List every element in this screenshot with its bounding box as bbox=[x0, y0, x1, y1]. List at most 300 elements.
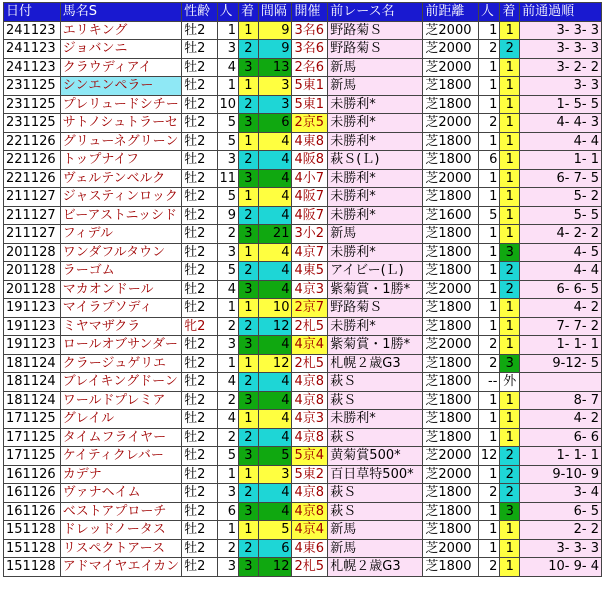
table-row[interactable] bbox=[4, 539, 602, 558]
prev-distance-cell: 芝2000 bbox=[423, 21, 478, 40]
prev-passing-cell: 4- 2- 2 bbox=[520, 225, 602, 244]
horse-name-link[interactable]: ビーアストニッシド bbox=[60, 206, 181, 225]
date-cell: 181124 bbox=[4, 373, 61, 392]
horse-name-link[interactable]: ヴァナヘイム bbox=[60, 484, 181, 503]
meeting-cell: 4東5 bbox=[292, 262, 328, 281]
meeting-cell: 4京8 bbox=[292, 391, 328, 410]
table-row[interactable] bbox=[4, 77, 602, 96]
interval-cell: 5 bbox=[258, 447, 292, 466]
table-row[interactable] bbox=[4, 58, 602, 77]
prev-race-cell: 未勝利* bbox=[328, 317, 423, 336]
horse-name-link[interactable]: タイムフライヤー bbox=[60, 428, 181, 447]
header-meeting: 開催 bbox=[292, 3, 328, 22]
prev-popularity-cell: 1 bbox=[478, 391, 500, 410]
meeting-cell: 2札5 bbox=[292, 317, 328, 336]
interval-cell: 4 bbox=[258, 262, 292, 281]
interval-cell: 12 bbox=[258, 558, 292, 577]
finish-cell: 1 bbox=[239, 299, 259, 318]
sex-age-cell: 牡2 bbox=[182, 243, 217, 262]
finish-cell: 2 bbox=[239, 262, 259, 281]
prev-popularity-cell: 2 bbox=[478, 114, 500, 133]
sex-age-cell: 牡2 bbox=[182, 262, 217, 281]
horse-name-link[interactable]: ワンダフルタウン bbox=[60, 243, 181, 262]
finish-cell: 3 bbox=[239, 391, 259, 410]
finish-cell: 1 bbox=[239, 354, 259, 373]
finish-cell: 3 bbox=[239, 336, 259, 355]
table-row[interactable] bbox=[4, 114, 602, 133]
table-row[interactable] bbox=[4, 21, 602, 40]
horse-name-link[interactable]: リスペクトアース bbox=[60, 539, 181, 558]
prev-passing-cell: 2- 2 bbox=[520, 521, 602, 540]
popularity-cell: 5 bbox=[217, 132, 239, 151]
prev-race-cell: 野路菊Ｓ bbox=[328, 299, 423, 318]
horse-name-link[interactable]: グレイル bbox=[60, 410, 181, 429]
prev-finish-cell: 3 bbox=[500, 354, 520, 373]
prev-popularity-cell: 1 bbox=[478, 225, 500, 244]
popularity-cell: 10 bbox=[217, 95, 239, 114]
prev-race-cell: 黄菊賞500* bbox=[328, 447, 423, 466]
prev-distance-cell: 芝2000 bbox=[423, 336, 478, 355]
finish-cell: 1 bbox=[239, 410, 259, 429]
horse-name-link[interactable]: ラーゴム bbox=[60, 262, 181, 281]
prev-popularity-cell: 1 bbox=[478, 317, 500, 336]
interval-cell: 3 bbox=[258, 95, 292, 114]
finish-cell: 2 bbox=[239, 373, 259, 392]
prev-distance-cell: 芝1800 bbox=[423, 77, 478, 96]
date-cell: 161126 bbox=[4, 484, 61, 503]
header-prev-passing: 前通過順 bbox=[520, 3, 602, 22]
horse-name-link[interactable]: クラージュゲリエ bbox=[60, 354, 181, 373]
meeting-cell: 4阪8 bbox=[292, 151, 328, 170]
sex-age-cell: 牡2 bbox=[182, 299, 217, 318]
interval-cell: 4 bbox=[258, 502, 292, 521]
prev-finish-cell: 1 bbox=[500, 410, 520, 429]
horse-name-link[interactable]: ケイティクレバー bbox=[60, 447, 181, 466]
prev-passing-cell: 3- 2- 2 bbox=[520, 58, 602, 77]
meeting-cell: 4京4 bbox=[292, 336, 328, 355]
horse-name-link[interactable]: フィデル bbox=[60, 225, 181, 244]
date-cell: 241123 bbox=[4, 58, 61, 77]
prev-race-cell: 新馬 bbox=[328, 225, 423, 244]
horse-name-link[interactable]: グリューネグリーン bbox=[60, 132, 181, 151]
date-cell: 151128 bbox=[4, 521, 61, 540]
horse-name-link[interactable]: クラウディアイ bbox=[60, 58, 181, 77]
table-row[interactable] bbox=[4, 280, 602, 299]
prev-finish-cell: 1 bbox=[500, 77, 520, 96]
sex-age-cell: 牡2 bbox=[182, 391, 217, 410]
prev-finish-cell: 1 bbox=[500, 521, 520, 540]
meeting-cell: 4京3 bbox=[292, 410, 328, 429]
popularity-cell: 1 bbox=[217, 21, 239, 40]
horse-name-link[interactable]: マイラプソディ bbox=[60, 299, 181, 318]
interval-cell: 4 bbox=[258, 188, 292, 207]
date-cell: 191123 bbox=[4, 299, 61, 318]
finish-cell: 3 bbox=[239, 447, 259, 466]
horse-name-link[interactable]: カデナ bbox=[60, 465, 181, 484]
date-cell: 231125 bbox=[4, 77, 61, 96]
prev-popularity-cell: 1 bbox=[478, 262, 500, 281]
prev-passing-cell: 4- 4 bbox=[520, 132, 602, 151]
prev-distance-cell: 芝1800 bbox=[423, 484, 478, 503]
horse-name-link[interactable]: ベストアプローチ bbox=[60, 502, 181, 521]
header-prev-finish: 着 bbox=[500, 3, 520, 22]
date-cell: 211127 bbox=[4, 225, 61, 244]
prev-popularity-cell: 12 bbox=[478, 447, 500, 466]
date-cell: 221126 bbox=[4, 132, 61, 151]
popularity-cell: 3 bbox=[217, 40, 239, 59]
prev-distance-cell: 芝2000 bbox=[423, 280, 478, 299]
finish-cell: 2 bbox=[239, 539, 259, 558]
meeting-cell: 3名6 bbox=[292, 21, 328, 40]
table-row[interactable] bbox=[4, 169, 602, 188]
table-row[interactable] bbox=[4, 410, 602, 429]
horse-name-link[interactable]: ドレッドノータス bbox=[60, 521, 181, 540]
table-row[interactable] bbox=[4, 225, 602, 244]
horse-name-link[interactable]: トップナイフ bbox=[60, 151, 181, 170]
popularity-cell: 3 bbox=[217, 243, 239, 262]
sex-age-cell: 牡2 bbox=[182, 373, 217, 392]
prev-finish-cell: 1 bbox=[500, 114, 520, 133]
finish-cell: 2 bbox=[239, 40, 259, 59]
date-cell: 221126 bbox=[4, 151, 61, 170]
interval-cell: 6 bbox=[258, 539, 292, 558]
popularity-cell: 11 bbox=[217, 169, 239, 188]
prev-popularity-cell: -- bbox=[478, 373, 500, 392]
prev-finish-cell: 1 bbox=[500, 299, 520, 318]
interval-cell: 4 bbox=[258, 280, 292, 299]
prev-race-cell: アイビー(Ｌ) bbox=[328, 262, 423, 281]
header-sex-age: 性齢 bbox=[182, 3, 217, 22]
horse-name-link[interactable]: ヴェルテンベルク bbox=[60, 169, 181, 188]
meeting-cell: 2名6 bbox=[292, 58, 328, 77]
prev-popularity-cell: 2 bbox=[478, 336, 500, 355]
meeting-cell: 5東2 bbox=[292, 465, 328, 484]
prev-race-cell: 新馬 bbox=[328, 521, 423, 540]
prev-race-cell: 未勝利* bbox=[328, 188, 423, 207]
interval-cell: 12 bbox=[258, 317, 292, 336]
prev-finish-cell: 外 bbox=[500, 373, 520, 392]
header-interval: 間隔 bbox=[258, 3, 292, 22]
meeting-cell: 4京3 bbox=[292, 280, 328, 299]
horse-name-link[interactable]: ミヤマザクラ bbox=[60, 317, 181, 336]
finish-cell: 1 bbox=[239, 77, 259, 96]
horse-name-link[interactable]: シンエンペラー bbox=[60, 77, 181, 96]
popularity-cell: 5 bbox=[217, 114, 239, 133]
prev-race-cell: 萩Ｓ bbox=[328, 373, 423, 392]
date-cell: 151128 bbox=[4, 558, 61, 577]
finish-cell: 1 bbox=[239, 188, 259, 207]
prev-popularity-cell: 1 bbox=[478, 502, 500, 521]
prev-race-cell: 萩Ｓ bbox=[328, 484, 423, 503]
popularity-cell: 1 bbox=[217, 521, 239, 540]
horse-name-link[interactable]: エリキング bbox=[60, 21, 181, 40]
popularity-cell: 3 bbox=[217, 558, 239, 577]
interval-cell: 10 bbox=[258, 299, 292, 318]
prev-passing-cell: 1- 1- 1 bbox=[520, 336, 602, 355]
prev-finish-cell: 2 bbox=[500, 40, 520, 59]
interval-cell: 4 bbox=[258, 373, 292, 392]
finish-cell: 2 bbox=[239, 206, 259, 225]
prev-race-cell: 未勝利* bbox=[328, 243, 423, 262]
prev-distance-cell: 芝1800 bbox=[423, 243, 478, 262]
prev-distance-cell: 芝2000 bbox=[423, 58, 478, 77]
header-date: 日付 bbox=[4, 3, 61, 22]
prev-distance-cell: 芝2000 bbox=[423, 447, 478, 466]
horse-name-link[interactable]: ブレイキングドーン bbox=[60, 373, 181, 392]
header-row bbox=[4, 3, 602, 22]
sex-age-cell: 牡2 bbox=[182, 225, 217, 244]
prev-popularity-cell: 1 bbox=[478, 188, 500, 207]
popularity-cell: 3 bbox=[217, 151, 239, 170]
table-row[interactable] bbox=[4, 40, 602, 59]
meeting-cell: 4京4 bbox=[292, 521, 328, 540]
prev-passing-cell: 4- 2 bbox=[520, 299, 602, 318]
prev-distance-cell: 芝1800 bbox=[423, 151, 478, 170]
meeting-cell: 4小7 bbox=[292, 169, 328, 188]
interval-cell: 4 bbox=[258, 243, 292, 262]
interval-cell: 3 bbox=[258, 465, 292, 484]
finish-cell: 3 bbox=[239, 58, 259, 77]
prev-distance-cell: 芝1800 bbox=[423, 354, 478, 373]
interval-cell: 4 bbox=[258, 169, 292, 188]
prev-finish-cell: 3 bbox=[500, 243, 520, 262]
prev-passing-cell: 6- 7- 5 bbox=[520, 169, 602, 188]
horse-name-link[interactable]: ジョバンニ bbox=[60, 40, 181, 59]
prev-distance-cell: 芝2000 bbox=[423, 169, 478, 188]
meeting-cell: 5東1 bbox=[292, 95, 328, 114]
date-cell: 151128 bbox=[4, 539, 61, 558]
table-row[interactable] bbox=[4, 354, 602, 373]
prev-finish-cell: 1 bbox=[500, 169, 520, 188]
prev-distance-cell: 芝1800 bbox=[423, 410, 478, 429]
interval-cell: 3 bbox=[258, 77, 292, 96]
table-row[interactable] bbox=[4, 299, 602, 318]
prev-race-cell: 札幌２歳G3 bbox=[328, 354, 423, 373]
prev-popularity-cell: 1 bbox=[478, 243, 500, 262]
interval-cell: 6 bbox=[258, 114, 292, 133]
prev-popularity-cell: 1 bbox=[478, 539, 500, 558]
table-row[interactable] bbox=[4, 188, 602, 207]
finish-cell: 3 bbox=[239, 502, 259, 521]
popularity-cell: 2 bbox=[217, 317, 239, 336]
popularity-cell: 4 bbox=[217, 58, 239, 77]
table-row[interactable] bbox=[4, 521, 602, 540]
prev-finish-cell: 1 bbox=[500, 21, 520, 40]
date-cell: 191123 bbox=[4, 317, 61, 336]
popularity-cell: 2 bbox=[217, 539, 239, 558]
popularity-cell: 5 bbox=[217, 262, 239, 281]
interval-cell: 4 bbox=[258, 484, 292, 503]
meeting-cell: 4京8 bbox=[292, 373, 328, 392]
horse-name-link[interactable]: プレリュードシチー bbox=[60, 95, 181, 114]
date-cell: 171125 bbox=[4, 428, 61, 447]
table-body bbox=[4, 21, 602, 576]
prev-finish-cell: 2 bbox=[500, 484, 520, 503]
prev-race-cell: 新馬 bbox=[328, 58, 423, 77]
date-cell: 171125 bbox=[4, 410, 61, 429]
prev-race-cell: 未勝利* bbox=[328, 169, 423, 188]
table-row[interactable] bbox=[4, 447, 602, 466]
popularity-cell: 1 bbox=[217, 299, 239, 318]
sex-age-cell: 牡2 bbox=[182, 169, 217, 188]
popularity-cell: 2 bbox=[217, 428, 239, 447]
table-row[interactable] bbox=[4, 206, 602, 225]
prev-distance-cell: 芝1800 bbox=[423, 428, 478, 447]
prev-popularity-cell: 1 bbox=[478, 410, 500, 429]
finish-cell: 3 bbox=[239, 558, 259, 577]
sex-age-cell: 牡2 bbox=[182, 428, 217, 447]
sex-age-cell: 牡2 bbox=[182, 206, 217, 225]
prev-passing-cell: 1- 1- 1 bbox=[520, 447, 602, 466]
prev-popularity-cell: 1 bbox=[478, 132, 500, 151]
prev-race-cell: 萩Ｓ bbox=[328, 391, 423, 410]
sex-age-cell: 牡2 bbox=[182, 40, 217, 59]
prev-distance-cell: 芝1800 bbox=[423, 132, 478, 151]
prev-distance-cell: 芝1800 bbox=[423, 391, 478, 410]
horse-name-link[interactable]: サトノシュトラーセ bbox=[60, 114, 181, 133]
prev-passing-cell: 1- 1 bbox=[520, 151, 602, 170]
prev-finish-cell: 1 bbox=[500, 391, 520, 410]
interval-cell: 9 bbox=[258, 40, 292, 59]
prev-finish-cell: 1 bbox=[500, 206, 520, 225]
meeting-cell: 4東8 bbox=[292, 132, 328, 151]
date-cell: 221126 bbox=[4, 169, 61, 188]
sex-age-cell: 牡2 bbox=[182, 280, 217, 299]
table-row[interactable] bbox=[4, 243, 602, 262]
prev-passing-cell bbox=[520, 373, 602, 392]
prev-distance-cell: 芝1800 bbox=[423, 188, 478, 207]
horse-name-link[interactable]: ワールドプレミア bbox=[60, 391, 181, 410]
sex-age-cell: 牡2 bbox=[182, 58, 217, 77]
date-cell: 181124 bbox=[4, 391, 61, 410]
prev-passing-cell: 4- 4 bbox=[520, 262, 602, 281]
sex-age-cell: 牝2 bbox=[182, 317, 217, 336]
horse-name-link[interactable]: ロールオブサンダー bbox=[60, 336, 181, 355]
sex-age-cell: 牡2 bbox=[182, 354, 217, 373]
prev-popularity-cell: 1 bbox=[478, 428, 500, 447]
sex-age-cell: 牡2 bbox=[182, 151, 217, 170]
sex-age-cell: 牡2 bbox=[182, 132, 217, 151]
interval-cell: 4 bbox=[258, 132, 292, 151]
finish-cell: 1 bbox=[239, 243, 259, 262]
prev-finish-cell: 1 bbox=[500, 558, 520, 577]
prev-finish-cell: 2 bbox=[500, 465, 520, 484]
table-row[interactable] bbox=[4, 428, 602, 447]
table-row[interactable] bbox=[4, 373, 602, 392]
date-cell: 191123 bbox=[4, 336, 61, 355]
meeting-cell: 5京4 bbox=[292, 447, 328, 466]
sex-age-cell: 牡2 bbox=[182, 521, 217, 540]
prev-race-cell: 百日草特500* bbox=[328, 465, 423, 484]
table-row[interactable] bbox=[4, 558, 602, 577]
meeting-cell: 4京8 bbox=[292, 502, 328, 521]
prev-finish-cell: 1 bbox=[500, 132, 520, 151]
meeting-cell: 4東6 bbox=[292, 539, 328, 558]
meeting-cell: 3名6 bbox=[292, 40, 328, 59]
prev-race-cell: 野路菊Ｓ bbox=[328, 21, 423, 40]
prev-distance-cell: 芝1800 bbox=[423, 558, 478, 577]
horse-name-link[interactable]: マカオンドール bbox=[60, 280, 181, 299]
table-row[interactable] bbox=[4, 151, 602, 170]
prev-distance-cell: 芝2000 bbox=[423, 539, 478, 558]
sex-age-cell: 牡2 bbox=[182, 558, 217, 577]
prev-finish-cell: 1 bbox=[500, 539, 520, 558]
finish-cell: 2 bbox=[239, 151, 259, 170]
horse-name-link[interactable]: ジャスティンロック bbox=[60, 188, 181, 207]
table-row[interactable] bbox=[4, 465, 602, 484]
finish-cell: 2 bbox=[239, 428, 259, 447]
prev-popularity-cell: 1 bbox=[478, 58, 500, 77]
prev-passing-cell: 9-10- 9 bbox=[520, 465, 602, 484]
prev-finish-cell: 3 bbox=[500, 502, 520, 521]
meeting-cell: 4阪7 bbox=[292, 206, 328, 225]
interval-cell: 4 bbox=[258, 151, 292, 170]
prev-distance-cell: 芝1800 bbox=[423, 317, 478, 336]
prev-finish-cell: 1 bbox=[500, 317, 520, 336]
prev-passing-cell: 4- 4- 3 bbox=[520, 114, 602, 133]
date-cell: 181124 bbox=[4, 354, 61, 373]
table-row[interactable] bbox=[4, 317, 602, 336]
popularity-cell: 3 bbox=[217, 336, 239, 355]
prev-race-cell: 萩Ｓ bbox=[328, 428, 423, 447]
interval-cell: 4 bbox=[258, 206, 292, 225]
prev-popularity-cell: 6 bbox=[478, 151, 500, 170]
prev-distance-cell: 芝1800 bbox=[423, 262, 478, 281]
prev-race-cell: 野路菊Ｓ bbox=[328, 40, 423, 59]
sex-age-cell: 牡2 bbox=[182, 336, 217, 355]
table-row[interactable] bbox=[4, 391, 602, 410]
prev-popularity-cell: 1 bbox=[478, 280, 500, 299]
finish-cell: 3 bbox=[239, 169, 259, 188]
popularity-cell: 2 bbox=[217, 225, 239, 244]
sex-age-cell: 牡2 bbox=[182, 539, 217, 558]
table-row[interactable] bbox=[4, 262, 602, 281]
prev-popularity-cell: 1 bbox=[478, 521, 500, 540]
prev-race-cell: 萩Ｓ bbox=[328, 502, 423, 521]
popularity-cell: 1 bbox=[217, 77, 239, 96]
prev-passing-cell: 7- 7- 2 bbox=[520, 317, 602, 336]
table-row[interactable] bbox=[4, 132, 602, 151]
meeting-cell: 2京7 bbox=[292, 299, 328, 318]
header-prev-race: 前レース名 bbox=[328, 3, 423, 22]
prev-popularity-cell: 5 bbox=[478, 206, 500, 225]
sex-age-cell: 牡2 bbox=[182, 114, 217, 133]
race-history-table bbox=[3, 2, 602, 577]
prev-passing-cell: 3- 3- 3 bbox=[520, 21, 602, 40]
prev-race-cell: 未勝利* bbox=[328, 410, 423, 429]
race-history-table-wrapper bbox=[3, 2, 602, 577]
interval-cell: 4 bbox=[258, 428, 292, 447]
table-row[interactable] bbox=[4, 336, 602, 355]
prev-popularity-cell: 1 bbox=[478, 465, 500, 484]
header-finish: 着 bbox=[239, 3, 259, 22]
header-prev-popularity: 人 bbox=[478, 3, 500, 22]
popularity-cell: 4 bbox=[217, 280, 239, 299]
prev-popularity-cell: 2 bbox=[478, 40, 500, 59]
table-row[interactable] bbox=[4, 95, 602, 114]
prev-distance-cell: 芝2000 bbox=[423, 114, 478, 133]
interval-cell: 21 bbox=[258, 225, 292, 244]
finish-cell: 3 bbox=[239, 114, 259, 133]
prev-distance-cell: 芝1800 bbox=[423, 95, 478, 114]
horse-name-link[interactable]: アドマイヤエイカン bbox=[60, 558, 181, 577]
prev-passing-cell: 3- 4 bbox=[520, 484, 602, 503]
table-row[interactable] bbox=[4, 484, 602, 503]
finish-cell: 1 bbox=[239, 132, 259, 151]
table-row[interactable] bbox=[4, 502, 602, 521]
prev-passing-cell: 8- 7 bbox=[520, 391, 602, 410]
header-popularity: 人 bbox=[217, 3, 239, 22]
